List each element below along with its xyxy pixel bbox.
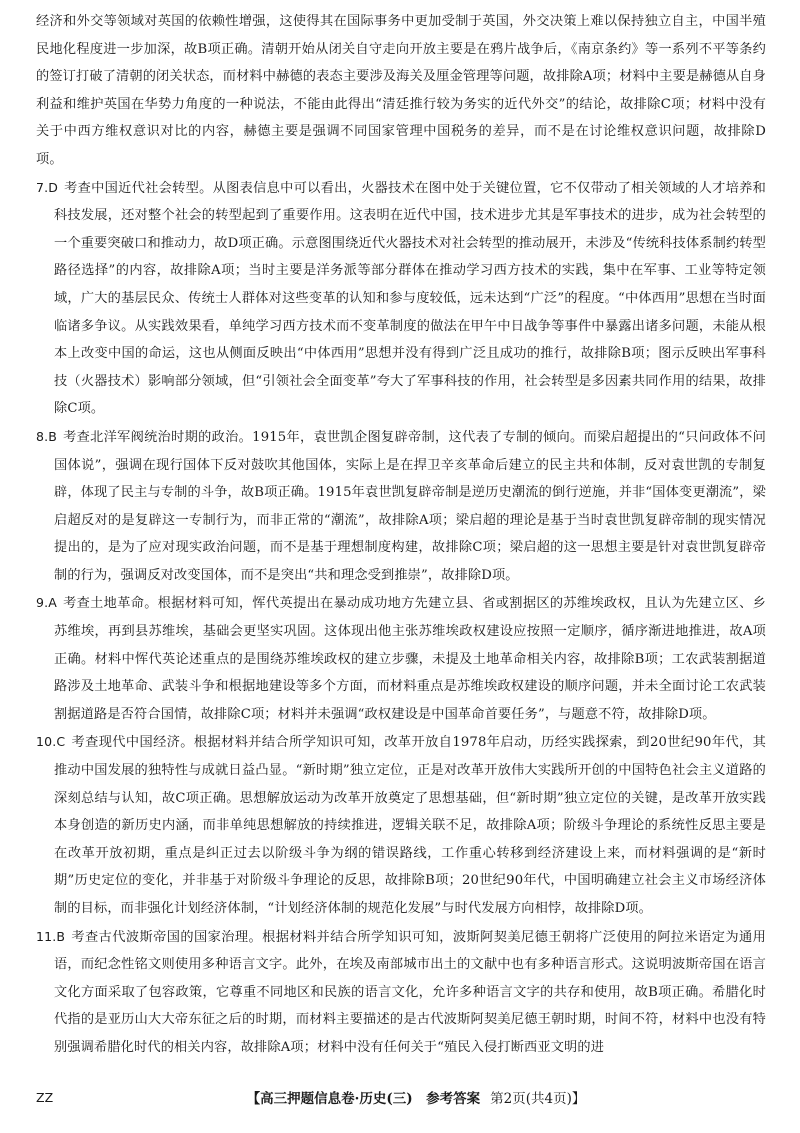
footer-code: ZZ — [36, 1089, 54, 1105]
paragraph-q10 — [36, 728, 766, 922]
footer-title-text: 【高三押题信息卷·历史(三) 参考答案 — [246, 1091, 481, 1107]
question-number: 8. — [36, 428, 49, 444]
paragraph-q6-continued — [36, 8, 766, 174]
question-number: 11. — [36, 928, 57, 944]
answer-letter: A — [48, 595, 57, 611]
answer-letter: D — [48, 179, 59, 195]
footer-title — [156, 1087, 676, 1107]
paragraph-text: 考查北洋军阀统治时期的政治。1915年，袁世凯企图复辟帝制，这代表了专制的倾向。而梁启超提出的“只问政体不问国体说”，强调在现行国体下反对鼓吹其他国体，实际上是在捍卫辛亥革命后建立的民主共和体制，反对袁世凯的专制复辟，体现了民主与专制的斗争，故B项正确。1915年袁世凯复辟帝制是逆历史潮流的倒行逆施，并非“国体变更潮流”，梁启超反对的是复辟这一专制行为，而非正常的“潮流”，故排除A项；梁启超的理论是基于当时袁世凯复辟帝制的现实情况提出的，是为了应对现实政治问题，而不是基于理想制度构建，故排除C项；梁启超的这一思想主要是针对袁世凯复辟帝制的行为，强调反对改变国体，而不是突出“共和理念受到推崇”，故排除D项。 — [54, 429, 766, 583]
answer-letter: B — [56, 928, 66, 944]
paragraph-text: 考查土地革命。根据材料可知，恽代英提出在暴动成功地方先建立县、省或割据区的苏维埃政权，且认为先建立区、乡苏维埃，再到县苏维埃，基础会更坚实巩固。这体现出他主张苏维埃政权建设应按照一定顺序，循序渐进地推进，故A项正确。材料中恽代英论述重点的是围绕苏维埃政权的建立步骤，未提及土地革命相关内容，故排除B项；工农武装割据道路涉及土地革命、武装斗争和根据地建设等多个方面，而材料重点是苏维埃政权建设的顺序问题，并未全面讨论工农武装割据道路是否符合国情，故排除C项；材料并未强调“政权建设是中国革命首要任务”，与题意不符，故排除D项。 — [54, 596, 766, 722]
paragraph-text: 经济和外交等领域对英国的依赖性增强，这使得其在国际事务中更加受制于英国，外交决策上难以保持独立自主，中国半殖民地化程度进一步加深，故B项正确。清朝开始从闭关自守走向开放主要是在鸦片战争后，《南京条约》等一系列不平等条约的签订打破了清朝的闭关状态，而材料中赫德的表态主要涉及海关及厘金管理等问题，故排除A项；材料中主要是赫德从自身利益和维护英国在华势力角度的一种说法，不能由此得出“清廷推行较为务实的近代外交”的结论，故排除C项；材料中没有关于中西方维权意识对比的内容，赫德主要是强调不同国家管理中国税务的差异，而不是在讨论维权意识问题，故排除D项。 — [36, 14, 766, 167]
paragraph-text: 考查中国近代社会转型。从图表信息中可以看出，火器技术在图中处于关键位置，它不仅带动了相关领域的人才培养和科技发展，还对整个社会的转型起到了重要作用。这表明在近代中国，技术进步尤其是军事技术的进步，成为社会转型的一个重要突破口和推动力，故D项正确。示意图围绕近代火器技术对社会转型的推动展开，未涉及“传统科技体系制约转型路径选择”的内容，故排除A项；当时主要是洋务派等部分群体在推动学习西方技术的实践，集中在军事、工业等特定领域，广大的基层民众、传统士人群体对这些变革的认知和参与度较低，远未达到“广泛”的程度。“中体西用”思想在当时面临诸多争议。从实践效果看，单纯学习西方技术而不变革制度的做法在甲午中日战争等事件中暴露出诸多问题，未能从根本上改变中国的命运，这也从侧面反映出“中体西用”思想并没有得到广泛且成功的推行，故排除B项；图示反映出军事科技（火器技术）影响部分领域，但“引领社会全面变革”夸大了军事科技的作用，社会转型是多因素共同作用的结果，故排除C项。 — [54, 180, 766, 417]
footer-page-number: 第2页(共4页)】 — [490, 1091, 586, 1107]
question-number: 10. — [36, 734, 57, 750]
answer-letter: C — [56, 734, 66, 750]
question-number: 7. — [36, 179, 49, 195]
paragraph-q11 — [36, 923, 766, 1062]
paragraph-q8 — [36, 423, 766, 590]
paragraph-q9 — [36, 589, 766, 728]
page-footer — [36, 1084, 766, 1110]
paragraph-text: 考查现代中国经济。根据材料并结合所学知识可知，改革开放自1978年启动，历经实践探索，到20世纪90年代，其推动中国发展的独特性与成就日益凸显。“新时期”独立定位，正是对改革开放伟大实践所开创的中国特色社会主义道路的深刻总结与认知，故C项正确。思想解放运动为改革开放奠定了思想基础，但“新时期”独立定位的关键，是改革开放实践本身创造的新历史内涵，而非单纯思想解放的持续推进，逻辑关联不足，故排除A项；阶级斗争理论的系统性反思主要是在改革开放初期，重点是纠正过去以阶级斗争为纲的错误路线，工作重心转移到经济建设上来，而材料强调的是“新时期”历史定位的变化，并非基于对阶级斗争理论的反思，故排除B项；20世纪90年代，中国明确建立社会主义市场经济体制的目标，而非强化计划经济体制，“计划经济体制的规范化发展”与时代发展方向相悖，故排除D项。 — [54, 735, 766, 916]
answer-letter: B — [48, 428, 57, 444]
paragraph-text: 考查古代波斯帝国的国家治理。根据材料并结合所学知识可知，波斯阿契美尼德王朝将广泛使用的阿拉米语定为通用语，而纪念性铭文则使用多种语言文字。此外，在埃及南部城市出土的文献中也有多种语言形式。这说明波斯帝国在语言文化方面采取了包容政策，它尊重不同地区和民族的语言文化，允许多种语言文字的共存和使用，故B项正确。希腊化时代指的是亚历山大大帝东征之后的时期，而材料主要描述的是古代波斯阿契美尼德王朝时期，时间不符，材料中也没有特别强调希腊化时代的相关内容，故排除A项；材料中没有任何关于“殖民入侵打断西亚文明的进 — [54, 929, 766, 1055]
question-number: 9. — [36, 595, 49, 611]
paragraph-q7 — [36, 174, 766, 423]
